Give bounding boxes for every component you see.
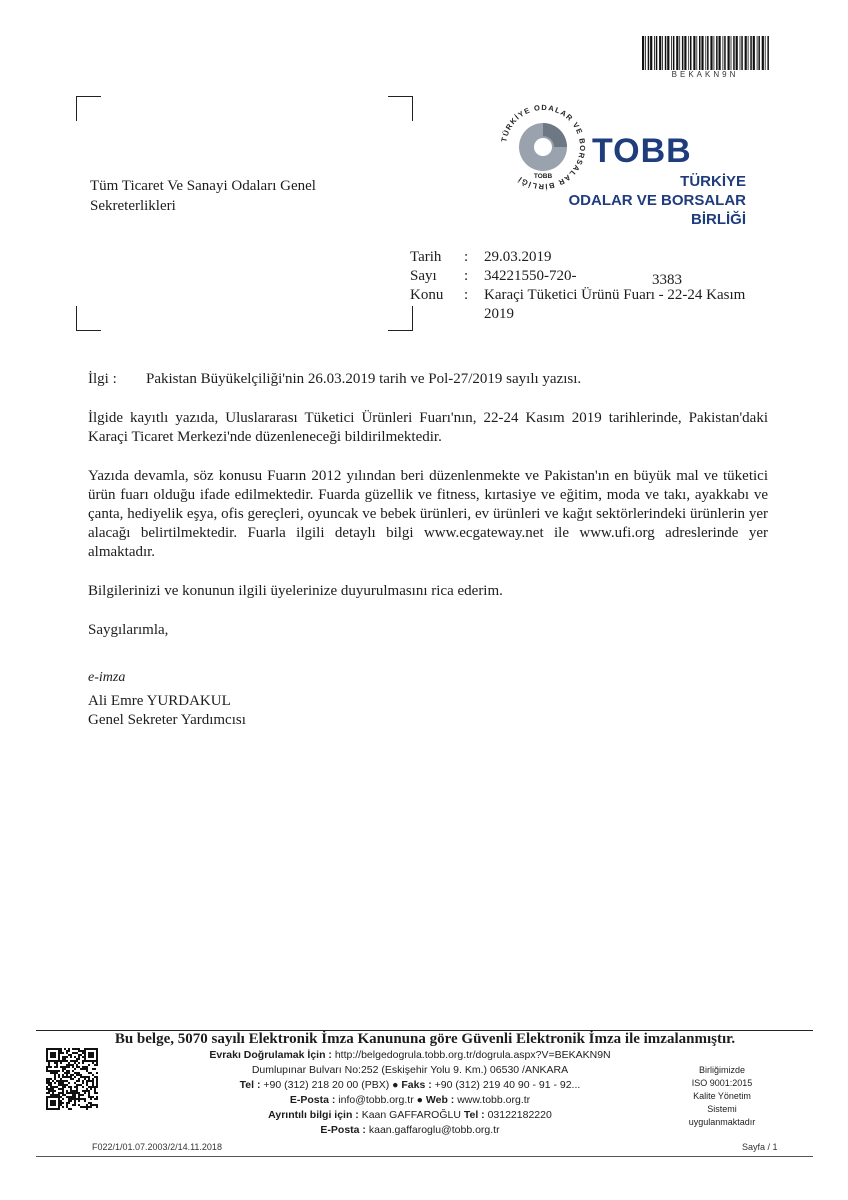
addressee-block	[90, 176, 316, 216]
address-line: Dumlupınar Bulvarı No:252 (Eskişehir Yolu 9. Km.) 06530 /ANKARA	[251, 1064, 569, 1076]
page-number	[742, 1142, 778, 1152]
sayi-number: 3383	[652, 272, 682, 288]
quality-line-2: ISO 9001:2015	[691, 1078, 753, 1088]
eposta-value[interactable]: info@tobb.org.tr	[338, 1094, 414, 1106]
signer-title: Genel Sekreter Yardımcısı	[88, 712, 246, 728]
signer-name: Ali Emre YURDAKUL	[88, 693, 231, 709]
page-label: Sayfa	[742, 1142, 766, 1152]
logo-subtitle-line-2: ODALAR VE BORSALAR	[568, 192, 746, 209]
page-value: / 1	[767, 1142, 778, 1152]
addressee-line-2: Sekreterlikleri	[90, 198, 176, 214]
logo-title: TOBB	[592, 132, 692, 170]
faks-label: Faks :	[401, 1079, 432, 1091]
verify-label: Evrakı Doğrulamak İçin :	[209, 1049, 332, 1061]
ilgi-label: İlgi :	[88, 371, 117, 387]
konu-label: Konu	[410, 287, 444, 303]
ilgi-text: Pakistan Büyükelçiliği'nin 26.03.2019 tarih ve Pol-27/2019 sayılı yazısı.	[146, 371, 582, 387]
e-signature-mark: e-imza	[88, 670, 126, 685]
email-web-line	[150, 1093, 670, 1108]
bottom-divider	[36, 1156, 813, 1157]
quality-line-5: uygulanmaktadır	[688, 1117, 756, 1127]
paragraph-3: Bilgilerinizi ve konunun ilgili üyelerinize duyurulmasını rica ederim.	[88, 583, 503, 599]
letter-body	[88, 370, 768, 660]
phone-line	[150, 1078, 670, 1093]
sayi-colon: :	[464, 268, 469, 284]
logo-subtitle-line-3: BİRLİĞİ	[691, 211, 746, 228]
bullet-icon: ●	[392, 1079, 399, 1091]
document-meta	[410, 248, 784, 324]
web-value[interactable]: www.tobb.org.tr	[457, 1094, 531, 1106]
corner-mark-bottom-left	[76, 306, 101, 331]
sayi-value: 34221550-720-	[484, 268, 577, 284]
contact-email-line	[150, 1123, 670, 1138]
sayi-label: Sayı	[410, 268, 437, 284]
signer-block	[88, 692, 246, 730]
logo-ring-text: TÜRKİYE ODALAR VE BORSALAR BİRLİĞİ	[499, 102, 588, 192]
paragraph-1: İlgide kayıtlı yazıda, Uluslararası Tüketici Ürünleri Fuarı'nın, 22-24 Kasım 2019 tarihlerinde, Pakistan'daki Karaçi Ticaret Merkezi'nde düzenleneceği bildirilmektedir.	[88, 410, 768, 445]
tel-value: +90 (312) 218 20 00 (PBX)	[263, 1079, 390, 1091]
logo-subtitle-line-1: TÜRKİYE	[680, 173, 746, 190]
ayrinti-label: Ayrıntılı bilgi için :	[268, 1109, 359, 1121]
ayrinti-eposta-label: E-Posta :	[320, 1124, 366, 1136]
ayrinti-tel-label: Tel :	[463, 1109, 485, 1121]
footer-contact	[150, 1048, 670, 1138]
contact-person-line	[150, 1108, 670, 1123]
quality-note	[676, 1064, 768, 1129]
bullet-icon: ●	[416, 1094, 423, 1106]
corner-mark-top-right	[388, 96, 413, 121]
ilgi-line	[88, 370, 768, 389]
eposta-label: E-Posta :	[289, 1094, 336, 1106]
konu-colon: :	[464, 287, 469, 303]
konu-value-line-2: 2019	[484, 306, 514, 322]
verify-url[interactable]: http://belgedogrula.tobb.org.tr/dogrula.aspx?V=BEKAKN9N	[334, 1049, 611, 1061]
web-label: Web :	[425, 1094, 455, 1106]
ayrinti-tel-value: 03122182220	[487, 1109, 552, 1121]
ayrinti-eposta-value[interactable]: kaan.gaffaroglu@tobb.org.tr	[368, 1124, 500, 1136]
meta-row-sayi	[410, 267, 784, 286]
quality-line-4: Sistemi	[707, 1104, 737, 1114]
qr-code	[46, 1048, 98, 1110]
tel-label: Tel :	[239, 1079, 261, 1091]
tarih-label: Tarih	[410, 249, 442, 265]
form-code: F022/1/01.07.2003/2/14.11.2018	[92, 1142, 222, 1152]
logo-emblem-text: TOBB	[533, 173, 553, 180]
addressee-line-1: Tüm Ticaret Ve Sanayi Odaları Genel	[90, 178, 316, 194]
meta-row-tarih	[410, 248, 784, 267]
konu-value-line-1: Karaçi Tüketici Ürünü Fuarı - 22-24 Kasım	[484, 287, 746, 303]
konu-value	[484, 286, 784, 324]
verify-line	[150, 1048, 670, 1063]
ayrinti-value: Kaan GAFFAROĞLU	[361, 1109, 461, 1121]
faks-value: +90 (312) 219 40 90 - 91 - 92...	[434, 1079, 581, 1091]
footer-title: Bu belge, 5070 sayılı Elektronik İmza Kanununa göre Güvenli Elektronik İmza ile imzalanmıştır.	[114, 1031, 736, 1047]
barcode	[640, 36, 770, 70]
barcode-text: BEKAKN9N	[671, 70, 739, 79]
corner-mark-top-left	[76, 96, 101, 121]
logo-subtitle	[533, 172, 746, 229]
tarih-colon: :	[464, 249, 469, 265]
quality-line-3: Kalite Yönetim	[693, 1091, 751, 1101]
paragraph-2: Yazıda devamla, söz konusu Fuarın 2012 yılından beri düzenlenmekte ve Pakistan'ın en büyük mal ve tüketici ürün fuarı olduğu ifade edilmektedir. Fuarda güzellik ve fitness, kırtasiye ve eğitim, moda ve takı, ayakkabı ve çanta, hediyelik eşya, ofis gereçleri, oyuncak ve bebek ürünleri, ev ürünleri ve kağıt sektörlerindeki ürünlerin yer alacağı belirtilmektedir. Fuarla ilgili detaylı bilgi www.ecgateway.net ile www.ufi.org adreslerinde yer almaktadır.	[88, 468, 768, 560]
meta-row-konu	[410, 286, 784, 324]
tarih-value: 29.03.2019	[484, 249, 552, 265]
closing: Saygılarımla,	[88, 622, 169, 638]
quality-line-1: Birliğimizde	[698, 1065, 745, 1075]
